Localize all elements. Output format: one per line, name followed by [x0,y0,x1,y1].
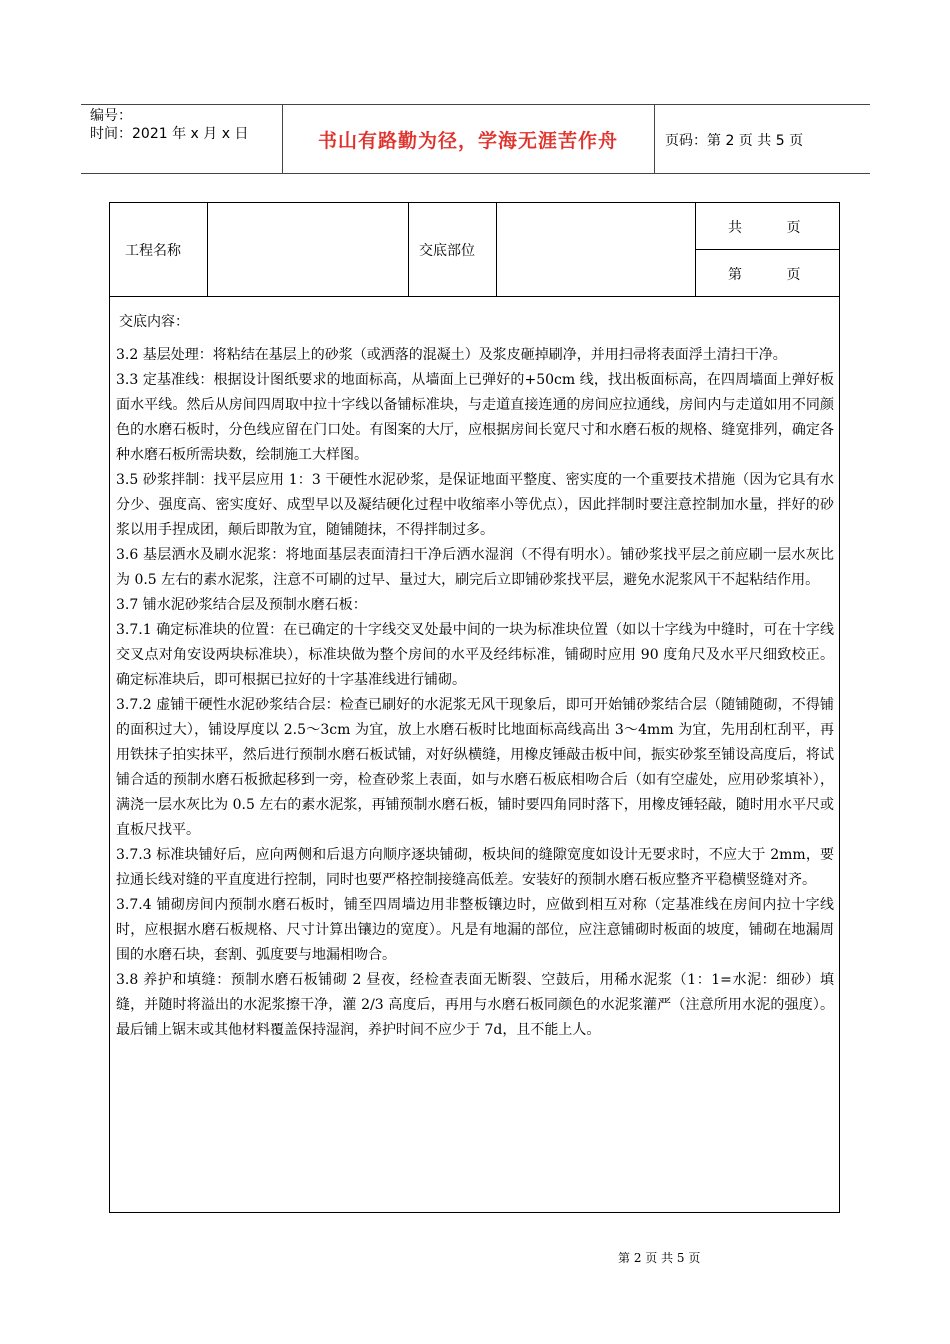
content-paragraph: 3.5 砂浆拌制：找平层应用 1：3 干硬性水泥砂浆，是保证地面平整度、密实度的一个重要技术措施（因为它具有水分少、强度高、密实度好、成型早以及凝结硬化过程中收缩率小等优点），因此拌制时要注意控制加水量，拌好的砂浆以用手捏成团，颠后即散为宜，随铺随抹，不得拌制过多。 [116,472,834,538]
header-motto: 书山有路勤为径，学海无涯苦作舟 [317,129,618,152]
content-paragraph: 3.7.2 虚铺干硬性水泥砂浆结合层：检查已刷好的水泥浆无风干现象后，即可开始铺砂浆结合层（随铺随砌，不得铺的面积过大），铺设厚度以 2.5～3cm 为宜，放上水磨石板时比地面标高线高出 3～4mm 为宜，先用刮杠刮平，再用铁抹子拍实抹平，然后进行预制水磨石板试铺，对好纵横缝，用橡皮锤敲击板中间，振实砂浆至铺设高度后，将试铺合适的预制水磨石板掀起移到一旁，检查砂浆上表面，如与水磨石板底相吻合后（如有空虚处，应用砂浆填补），满浇一层水灰比为 0.5 左右的素水泥浆，再铺预制水磨石板，铺时要四角同时落下，用橡皮锤轻敲，随时用水平尺或直板尺找平。 [116,697,834,838]
disclosure-part-label: 交底部位 [419,243,475,259]
content-paragraph: 3.6 基层洒水及刷水泥浆：将地面基层表面清扫干净后洒水湿润（不得有明水）。铺砂浆找平层之前应刷一层水灰比为 0.5 左右的素水泥浆，注意不可刷的过早、量过大，刷完后立即铺砂浆找平层，避免水泥浆风干不起粘结作用。 [116,547,834,588]
content-paragraph: 3.3 定基准线：根据设计图纸要求的地面标高，从墙面上已弹好的+50cm 线，找出板面标高，在四周墙面上弹好板面水平线。然后从房间四周取中拉十字线以备铺标准块，与走道直接连通的房间应拉通线，房间内与走道如用不同颜色的水磨石板时，分色线应留在门口处。有图案的大厅，应根据房间长宽尺寸和水磨石板的规格、缝宽排列，确定各种水磨石板所需块数，绘制施工大样图。 [116,372,834,463]
disclosure-content-label: 交底内容： [119,314,189,330]
page-header [81,104,870,174]
current-page-cell: 第 页 [728,267,801,283]
project-name-label: 工程名称 [125,243,181,259]
table-vline [496,203,497,296]
document-number-label: 编号： [90,108,132,124]
content-paragraph: 3.7.3 标准块铺好后，应向两侧和后退方向顺序逐块铺砌，板块间的缝隙宽度如设计无要求时，不应大于 2mm，要拉通长线对缝的平直度进行控制，同时也要严格控制接缝高低差。安装好的预制水磨石板应整齐平稳横竖缝对齐。 [116,847,834,888]
table-hline [695,249,839,250]
disclosure-content [116,343,834,1043]
table-vline [207,203,208,296]
header-page-number: 页码：第 2 页 共 5 页 [665,133,804,149]
header-divider [654,105,655,173]
content-paragraph: 3.7 铺水泥砂浆结合层及预制水磨石板： [116,597,367,613]
content-paragraph: 3.7.4 铺砌房间内预制水磨石板时，铺至四周墙边用非整板镶边时，应做到相互对称（定基准线在房间内拉十字线时，应根据水磨石板规格、尺寸计算出镶边的宽度）。凡是有地漏的部位，应注意铺砌时板面的坡度，铺砌在地漏周围的水磨石块，套割、弧度要与地漏相吻合。 [116,897,834,963]
header-meta [90,107,248,143]
disclosure-table [109,202,840,1213]
table-hline [110,296,839,297]
document-time-label: 时间：2021 年 x 月 x 日 [90,126,249,142]
page-footer: 第 2 页 共 5 页 [618,1251,701,1265]
total-pages-cell: 共 页 [728,220,801,236]
content-paragraph: 3.2 基层处理：将粘结在基层上的砂浆（或洒落的混凝土）及浆皮砸掉刷净，并用扫帚将表面浮土清扫干净。 [116,347,787,363]
content-paragraph: 3.7.1 确定标准块的位置：在已确定的十字线交叉处最中间的一块为标准块位置（如以十字线为中缝时，可在十字线交叉点对角安设两块标准块），标准块做为整个房间的水平及经纬标准，铺砌时应用 90 度角尺及水平尺细致校正。确定标准块后，即可根据已拉好的十字基准线进行铺砌。 [116,622,834,688]
content-paragraph: 3.8 养护和填缝：预制水磨石板铺砌 2 昼夜，经检查表面无断裂、空鼓后，用稀水泥浆（1：1=水泥：细砂）填缝，并随时将溢出的水泥浆擦干净，灌 2/3 高度后，再用与水磨石板同颜色的水泥浆灌严（注意所用水泥的强度）。最后铺上锯末或其他材料覆盖保持湿润，养护时间不应少于 7d，且不能上人。 [116,972,834,1038]
table-vline [408,203,409,296]
